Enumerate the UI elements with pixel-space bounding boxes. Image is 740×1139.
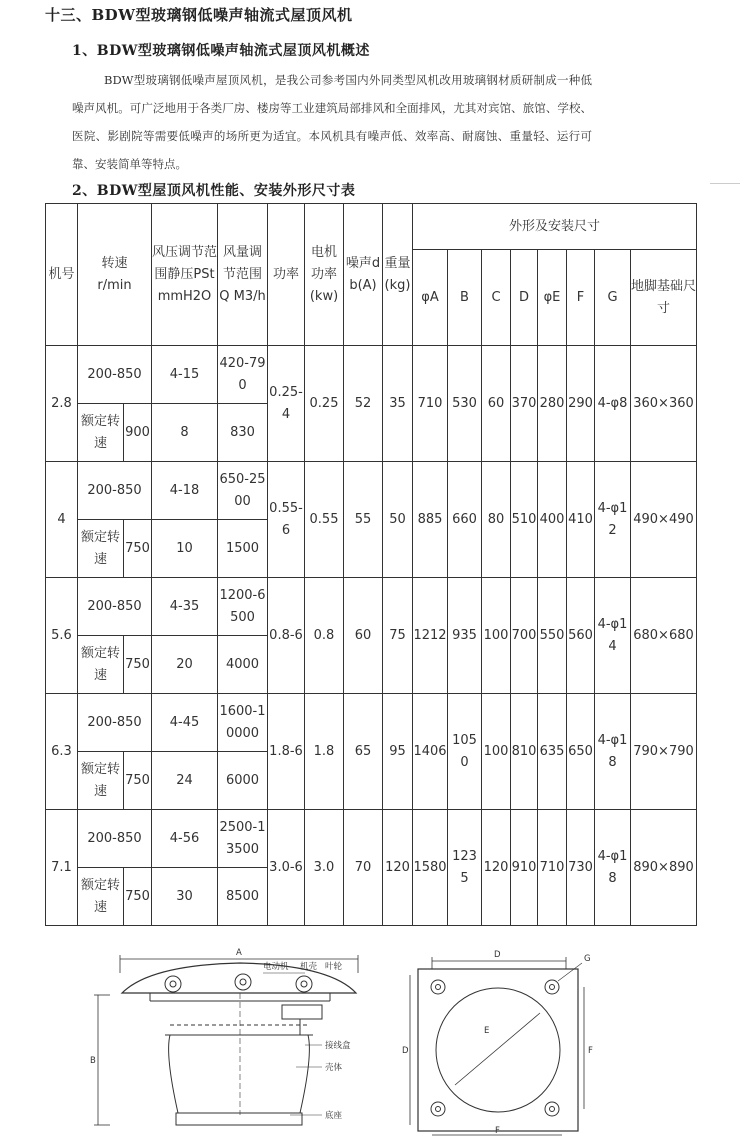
cell-motor: 0.25 bbox=[305, 346, 344, 462]
cell-flow-range: 2500-13500 bbox=[218, 810, 268, 868]
cell-noise: 60 bbox=[344, 578, 383, 694]
section2-heading: 2、BDW型屋顶风机性能、安装外形尺寸表 bbox=[72, 183, 356, 199]
label-A: A bbox=[236, 948, 242, 958]
cell-rated-flow: 6000 bbox=[218, 752, 268, 810]
cell-noise: 52 bbox=[344, 346, 383, 462]
cell-C: 100 bbox=[482, 694, 511, 810]
cell-rated-speed: 750 bbox=[124, 752, 152, 810]
header-F: F bbox=[567, 250, 595, 346]
cell-D: 700 bbox=[511, 578, 538, 694]
cell-weight: 120 bbox=[383, 810, 413, 926]
cell-rated-label: 额定转速 bbox=[78, 404, 124, 462]
cell-speed-range: 200-850 bbox=[78, 810, 152, 868]
cell-flow-range: 650-2500 bbox=[218, 462, 268, 520]
header-phiA: φA bbox=[413, 250, 448, 346]
cell-speed-range: 200-850 bbox=[78, 346, 152, 404]
cell-flow-range: 1600-10000 bbox=[218, 694, 268, 752]
header-flow: 风量调节范围Q M3/h bbox=[218, 204, 268, 346]
cell-speed-range: 200-850 bbox=[78, 462, 152, 520]
divider bbox=[710, 183, 740, 184]
cell-rated-flow: 8500 bbox=[218, 868, 268, 926]
section1-heading: 1、BDW型玻璃钢低噪声轴流式屋顶风机概述 bbox=[72, 43, 370, 59]
cell-B: 1235 bbox=[448, 810, 482, 926]
cell-pressure-range: 4-56 bbox=[152, 810, 218, 868]
cell-flow-range: 1200-6500 bbox=[218, 578, 268, 636]
base-plate-plan-drawing bbox=[410, 957, 584, 1135]
cell-D: 910 bbox=[511, 810, 538, 926]
cell-rated-flow: 1500 bbox=[218, 520, 268, 578]
cell-C: 60 bbox=[482, 346, 511, 462]
cell-model: 2.8 bbox=[46, 346, 78, 462]
cell-rated-flow: 830 bbox=[218, 404, 268, 462]
section1-paragraph bbox=[72, 66, 592, 178]
header-weight: 重量(kg) bbox=[383, 204, 413, 346]
header-speed: 转速 r/min bbox=[78, 204, 152, 346]
label-F-bottom: F bbox=[495, 1126, 500, 1136]
cell-B: 660 bbox=[448, 462, 482, 578]
cell-foundation: 360×360 bbox=[631, 346, 697, 462]
cell-B: 935 bbox=[448, 578, 482, 694]
label-impeller: 叶轮 bbox=[325, 962, 343, 972]
header-B: B bbox=[448, 250, 482, 346]
fan-side-view-drawing bbox=[94, 955, 358, 1125]
cell-phiE: 550 bbox=[538, 578, 567, 694]
cell-phiA: 1580 bbox=[413, 810, 448, 926]
cell-weight: 75 bbox=[383, 578, 413, 694]
cell-G: 4-φ18 bbox=[595, 810, 631, 926]
table-row bbox=[46, 578, 697, 636]
label-D-side: D bbox=[402, 1046, 409, 1056]
header-motor: 电机功率(kw) bbox=[305, 204, 344, 346]
document-title: 十三、BDW型玻璃钢低噪声轴流式屋顶风机 bbox=[45, 6, 353, 24]
cell-G: 4-φ12 bbox=[595, 462, 631, 578]
cell-foundation: 890×890 bbox=[631, 810, 697, 926]
cell-weight: 50 bbox=[383, 462, 413, 578]
cell-rated-speed: 750 bbox=[124, 520, 152, 578]
cell-motor: 1.8 bbox=[305, 694, 344, 810]
cell-speed-range: 200-850 bbox=[78, 694, 152, 752]
cell-F: 410 bbox=[567, 462, 595, 578]
label-base: 底座 bbox=[325, 1111, 343, 1121]
cell-rated-pressure: 8 bbox=[152, 404, 218, 462]
label-motor: 电动机 bbox=[263, 962, 289, 972]
cell-phiA: 710 bbox=[413, 346, 448, 462]
table-row bbox=[46, 810, 697, 868]
label-shell: 壳体 bbox=[325, 1063, 343, 1073]
cell-rated-speed: 750 bbox=[124, 868, 152, 926]
label-D-top: D bbox=[494, 950, 501, 960]
table-row bbox=[46, 346, 697, 404]
cell-phiA: 885 bbox=[413, 462, 448, 578]
cell-B: 1050 bbox=[448, 694, 482, 810]
cell-speed-range: 200-850 bbox=[78, 578, 152, 636]
cell-pressure-range: 4-15 bbox=[152, 346, 218, 404]
cell-model: 4 bbox=[46, 462, 78, 578]
cell-model: 7.1 bbox=[46, 810, 78, 926]
overview-text: BDW型玻璃钢低噪声屋顶风机，是我公司参考国内外同类型风机改用玻璃钢材质研制成一种低噪声风机。可广泛地用于各类厂房、楼房等工业建筑局部排风和全面排风，尤其对宾馆、旅馆、学校、医院、影剧院等需要低噪声的场所更为适宜。本风机具有噪声低、效率高、耐腐蚀、重量轻、运行可靠、安装简单等特点。 bbox=[72, 73, 592, 171]
cell-F: 560 bbox=[567, 578, 595, 694]
cell-phiE: 710 bbox=[538, 810, 567, 926]
cell-noise: 55 bbox=[344, 462, 383, 578]
cell-motor: 3.0 bbox=[305, 810, 344, 926]
cell-flow-range: 420-790 bbox=[218, 346, 268, 404]
cell-B: 530 bbox=[448, 346, 482, 462]
cell-power: 0.8-6 bbox=[268, 578, 305, 694]
cell-phiA: 1212 bbox=[413, 578, 448, 694]
label-junction-box: 接线盒 bbox=[325, 1041, 351, 1051]
cell-foundation: 680×680 bbox=[631, 578, 697, 694]
cell-D: 370 bbox=[511, 346, 538, 462]
cell-rated-speed: 900 bbox=[124, 404, 152, 462]
cell-foundation: 790×790 bbox=[631, 694, 697, 810]
cell-G: 4-φ14 bbox=[595, 578, 631, 694]
table-row bbox=[46, 694, 697, 752]
label-E: E bbox=[484, 1026, 490, 1036]
cell-power: 3.0-6 bbox=[268, 810, 305, 926]
cell-C: 80 bbox=[482, 462, 511, 578]
header-C: C bbox=[482, 250, 511, 346]
cell-power: 0.25-4 bbox=[268, 346, 305, 462]
header-power: 功率 bbox=[268, 204, 305, 346]
cell-foundation: 490×490 bbox=[631, 462, 697, 578]
header-G: G bbox=[595, 250, 631, 346]
cell-D: 510 bbox=[511, 462, 538, 578]
cell-F: 730 bbox=[567, 810, 595, 926]
cell-F: 290 bbox=[567, 346, 595, 462]
cell-C: 100 bbox=[482, 578, 511, 694]
fan-diagrams bbox=[0, 935, 740, 1139]
cell-C: 120 bbox=[482, 810, 511, 926]
cell-rated-pressure: 20 bbox=[152, 636, 218, 694]
cell-rated-label: 额定转速 bbox=[78, 636, 124, 694]
cell-power: 1.8-6 bbox=[268, 694, 305, 810]
cell-rated-label: 额定转速 bbox=[78, 752, 124, 810]
performance-table bbox=[45, 203, 697, 926]
cell-power: 0.55-6 bbox=[268, 462, 305, 578]
cell-rated-speed: 750 bbox=[124, 636, 152, 694]
cell-noise: 65 bbox=[344, 694, 383, 810]
table-row bbox=[46, 462, 697, 520]
header-phiE: φE bbox=[538, 250, 567, 346]
cell-rated-label: 额定转速 bbox=[78, 868, 124, 926]
header-foundation: 地脚基础尺寸 bbox=[631, 250, 697, 346]
label-F-side: F bbox=[588, 1046, 593, 1056]
cell-pressure-range: 4-35 bbox=[152, 578, 218, 636]
cell-noise: 70 bbox=[344, 810, 383, 926]
cell-D: 810 bbox=[511, 694, 538, 810]
header-pressure: 风压调节范围静压PSt mmH2O bbox=[152, 204, 218, 346]
header-dimensions: 外形及安装尺寸 bbox=[413, 204, 697, 250]
header-noise: 噪声db(A) bbox=[344, 204, 383, 346]
cell-G: 4-φ18 bbox=[595, 694, 631, 810]
cell-motor: 0.55 bbox=[305, 462, 344, 578]
cell-model: 5.6 bbox=[46, 578, 78, 694]
cell-model: 6.3 bbox=[46, 694, 78, 810]
cell-rated-pressure: 30 bbox=[152, 868, 218, 926]
cell-F: 650 bbox=[567, 694, 595, 810]
cell-phiE: 400 bbox=[538, 462, 567, 578]
cell-rated-flow: 4000 bbox=[218, 636, 268, 694]
label-housing: 机壳 bbox=[300, 962, 318, 972]
cell-weight: 35 bbox=[383, 346, 413, 462]
cell-rated-label: 额定转速 bbox=[78, 520, 124, 578]
cell-phiA: 1406 bbox=[413, 694, 448, 810]
cell-weight: 95 bbox=[383, 694, 413, 810]
cell-phiE: 280 bbox=[538, 346, 567, 462]
cell-pressure-range: 4-18 bbox=[152, 462, 218, 520]
header-model: 机号 bbox=[46, 204, 78, 346]
header-D: D bbox=[511, 250, 538, 346]
cell-G: 4-φ8 bbox=[595, 346, 631, 462]
cell-motor: 0.8 bbox=[305, 578, 344, 694]
label-G: G bbox=[584, 954, 591, 964]
cell-rated-pressure: 10 bbox=[152, 520, 218, 578]
cell-phiE: 635 bbox=[538, 694, 567, 810]
label-B: B bbox=[90, 1056, 96, 1066]
cell-pressure-range: 4-45 bbox=[152, 694, 218, 752]
cell-rated-pressure: 24 bbox=[152, 752, 218, 810]
